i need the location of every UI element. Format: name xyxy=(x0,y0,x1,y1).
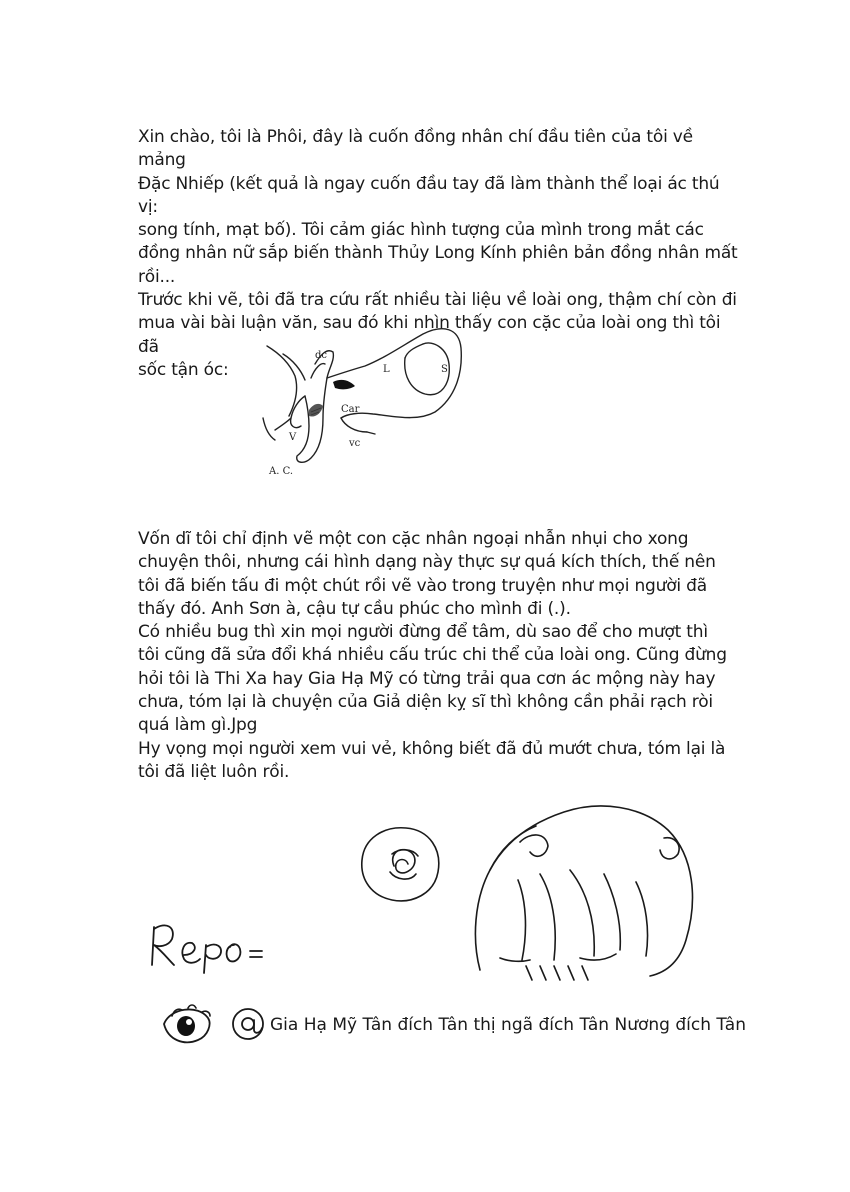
repo-label: Repo = xyxy=(140,915,144,916)
diagram-label-s: S xyxy=(441,364,448,375)
eye-icon xyxy=(164,1005,210,1042)
bee-anatomy-diagram xyxy=(255,318,485,483)
note-paragraph-1: Xin chào, tôi là Phôi, đây là cuốn đồng nhân chí đầu tiên của tôi về mảng Đặc Nhiếp (kết quả là ngay cuốn đầu tay đã làm thành thể loại ác thú vị: song tính, mạt bố). Tôi cảm giác hình tượng của mình trong mắt các đồng nhân nữ sắp biến thành Thủy Long Kính phiên bản đồng nhân mất rồi... Trước khi vẽ, tôi đã tra cứu rất nhiều tài liệu về loài ong, thậm chí còn đi mua vài bài luận văn, sau đó khi nhìn thấy con cặc của loài ong thì tôi đã sốc tận óc: xyxy=(138,127,738,380)
diagram-label-ac: A. C. xyxy=(269,466,294,477)
diagram-label-l: L xyxy=(383,364,390,375)
at-symbol: @ xyxy=(158,1000,159,1001)
repo-signature xyxy=(140,915,270,975)
diagram-label-vc: vc xyxy=(349,438,361,449)
diagram-label-car: Car xyxy=(341,404,360,415)
author-chibi-sketch xyxy=(350,790,710,990)
credit-icons xyxy=(158,1000,270,1050)
diagram-label-v: V xyxy=(289,432,297,443)
at-sign-icon xyxy=(158,1000,263,1039)
note-paragraph-2: Vốn dĩ tôi chỉ định vẽ một con cặc nhân ngoại nhẫn nhụi cho xong chuyện thôi, nhưng cái hình dạng này thực sự quá kích thích, thế nên tôi đã biến tấu đi một chút rồi vẽ vào trong truyện như mọi người đã thấy đó. Anh Sơn à, cậu tự cầu phúc cho mình đi (.). Có nhiều bug thì xin mọi người đừng để tâm, dù sao để cho mượt thì tôi cũng đã sửa đổi khá nhiều cấu trúc chi thể của loài ong. Cũng đừng hỏi tôi là Thi Xa hay Gia Hạ Mỹ có từng trải qua cơn ác mộng này hay chưa, tóm lại là chuyện của Giả diện kỵ sĩ thì không cần phải rạch ròi quá làm gì.Jpg Hy vọng mọi người xem vui vẻ, không biết đã đủ mướt chưa, tóm lại là tôi đã liệt luôn rồi. xyxy=(138,529,727,782)
author-credit-text: Gia Hạ Mỹ Tân đích Tân thị ngã đích Tân Nương đích Tân xyxy=(270,1015,746,1035)
diagram-label-dc: dc xyxy=(315,350,328,361)
